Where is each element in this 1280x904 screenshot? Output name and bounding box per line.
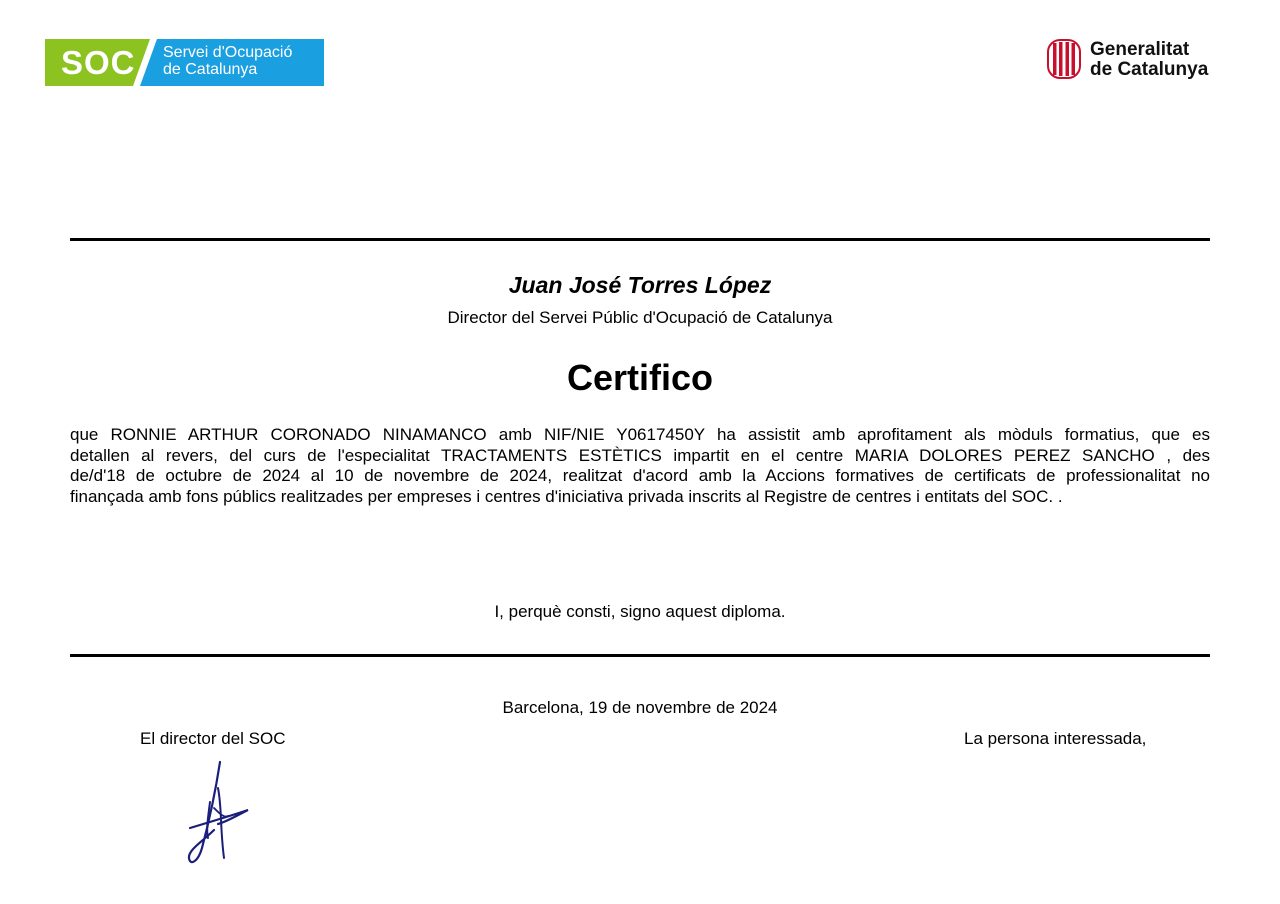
interested-signature-label: La persona interessada, [964,729,1147,748]
soc-logo-name-line2: de Catalunya [163,61,258,78]
soc-logo-mark: SOC [61,44,136,81]
director-signature-label: El director del SOC [140,729,286,748]
bottom-divider [70,654,1210,657]
soc-logo-name [163,44,292,78]
generalitat-logo-line1: Generalitat [1090,39,1190,60]
body-line: de/d'18 de octubre de 2024 al 10 de novembre de 2024, realitzat d'acord amb la Accions formatives de certificats de professionalitat no [70,466,1210,486]
body-line: que RONNIE ARTHUR CORONADO NINAMANCO amb NIF/NIE Y0617450Y ha assistit amb aprofitament als mòduls formatius, que es [70,425,1210,444]
generalitat-logo-text [1090,40,1208,80]
body-line: detallen al revers, del curs de l'especialitat TRACTAMENTS ESTÈTICS impartit en el centre MARIA DOLORES PEREZ SANCHO , des [70,445,1210,465]
generalitat-logo-line2: de Catalunya [1090,59,1209,80]
director-signature-image [180,758,260,870]
soc-logo [45,39,324,86]
signatory-role: Director del Servei Públic d'Ocupació de Catalunya [447,308,833,327]
soc-logo-name-line1: Servei d'Ocupació [163,44,293,61]
top-divider [70,238,1210,241]
signatory-name: Juan José Torres López [508,272,772,298]
generalitat-logo [1047,39,1217,81]
generalitat-shield-icon [1047,39,1081,79]
certificate-title: Certifico [566,357,714,398]
certificate-body [70,425,1210,508]
body-line: finançada amb fons públics realitzades per empreses i centres d'iniciativa privada inscrits al Registre de centres i entitats del SOC. . [70,487,1063,507]
place-date: Barcelona, 19 de novembre de 2024 [502,698,778,717]
closing-statement: I, perquè consti, signo aquest diploma. [494,602,786,621]
